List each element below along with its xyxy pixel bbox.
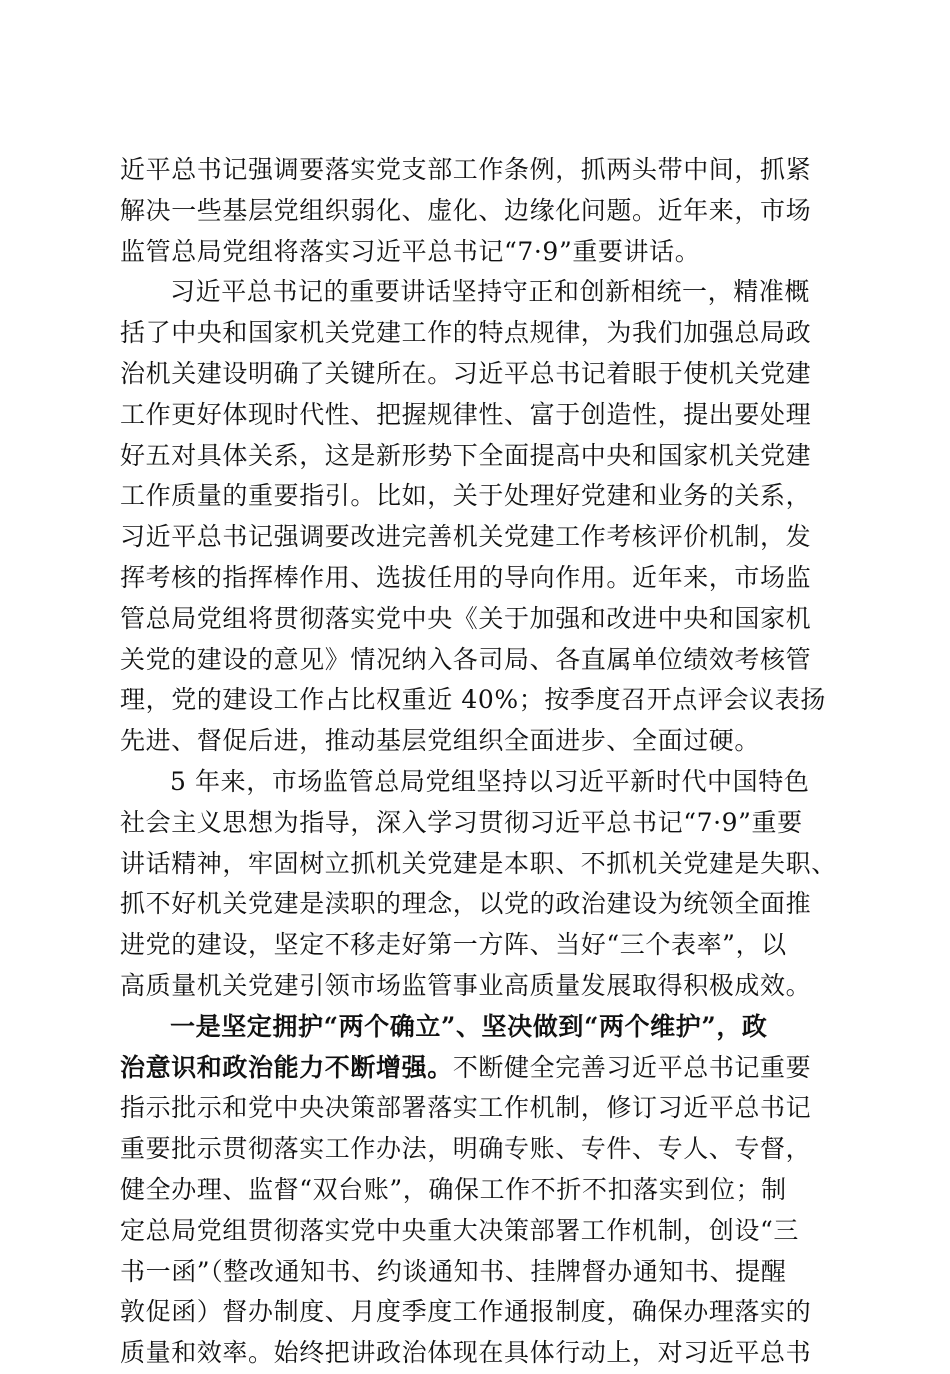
text-line: 监管总局党组将落实习近平总书记“7·9”重要讲话。	[120, 236, 701, 266]
text-line: 工作更好体现时代性、把握规律性、富于创造性，提出要处理	[120, 399, 812, 429]
text-line: 进党的建设，坚定不移走好第一方阵、当好“三个表率”，以	[120, 930, 787, 960]
text-line: 先进、督促后进，推动基层党组织全面进步、全面过硬。	[120, 726, 761, 756]
text-line: 定总局党组贯彻落实党中央重大决策部署工作机制，创设“三	[120, 1215, 799, 1245]
text-line: 治机关建设明确了关键所在。习近平总书记着眼于使机关党建	[120, 358, 812, 388]
text-line: 重要批示贯彻落实工作办法，明确专账、专件、专人、专督，	[120, 1134, 812, 1164]
body-text	[120, 150, 837, 1374]
text-line: 解决一些基层党组织弱化、虚化、边缘化问题。近年来，市场	[120, 195, 812, 225]
text-line: 抓不好机关党建是渎职的理念，以党的政治建设为统领全面推	[120, 889, 812, 919]
paragraph-first-line: 习近平总书记的重要讲话坚持守正和创新相统一，精准概	[170, 277, 811, 307]
text-line: 健全办理、监督“双台账”，确保工作不折不扣落实到位；制	[120, 1174, 787, 1204]
text-line: 近平总书记强调要落实党支部工作条例，抓两头带中间，抓紧	[120, 155, 812, 184]
text-line: 习近平总书记强调要改进完善机关党建工作考核评价机制，发	[120, 522, 812, 552]
text-line: 挥考核的指挥棒作用、选拔任用的导向作用。近年来，市场监	[120, 562, 812, 592]
text-line: 书一函”（整改通知书、约谈通知书、挂牌督办通知书、提醒	[120, 1256, 787, 1286]
text-line: 质量和效率。始终把讲政治体现在具体行动上，对习近平总书	[120, 1338, 812, 1368]
text-line: 社会主义思想为指导，深入学习贯彻习近平总书记“7·9”重要	[120, 807, 803, 837]
text-line: 好五对具体关系，这是新形势下全面提高中央和国家机关党建	[120, 440, 812, 470]
text-line: 高质量机关党建引领市场监管事业高质量发展取得积极成效。	[120, 970, 812, 1000]
text-line: 敦促函）督办制度、月度季度工作通报制度，确保办理落实的	[120, 1297, 812, 1327]
text-line: 管总局党组将贯彻落实党中央《关于加强和改进中央和国家机	[120, 603, 812, 633]
bold-heading-end: 治意识和政治能力不断增强。	[120, 1052, 453, 1082]
text-line: 关党的建设的意见》情况纳入各司局、各直属单位绩效考核管	[120, 644, 812, 674]
text-segment: 不断健全完善习近平总书记重要	[452, 1052, 812, 1082]
text-line: 括了中央和国家机关党建工作的特点规律，为我们加强总局政	[120, 318, 812, 348]
text-line: 工作质量的重要指引。比如，关于处理好党建和业务的关系，	[120, 481, 812, 511]
text-line: 理，党的建设工作占比权重近 40%；按季度召开点评会议表扬	[120, 685, 826, 715]
text-line: 讲话精神，牢固树立抓机关党建是本职、不抓机关党建是失职、	[120, 848, 837, 878]
mixed-text-line	[120, 1048, 832, 1089]
bold-heading-line: 一是坚定拥护“两个确立”、坚决做到“两个维护”，政	[170, 1011, 768, 1041]
paragraph-first-line: 5 年来，市场监管总局党组坚持以习近平新时代中国特色	[170, 766, 810, 796]
text-line: 指示批示和党中央决策部署落实工作机制，修订习近平总书记	[120, 1093, 812, 1123]
